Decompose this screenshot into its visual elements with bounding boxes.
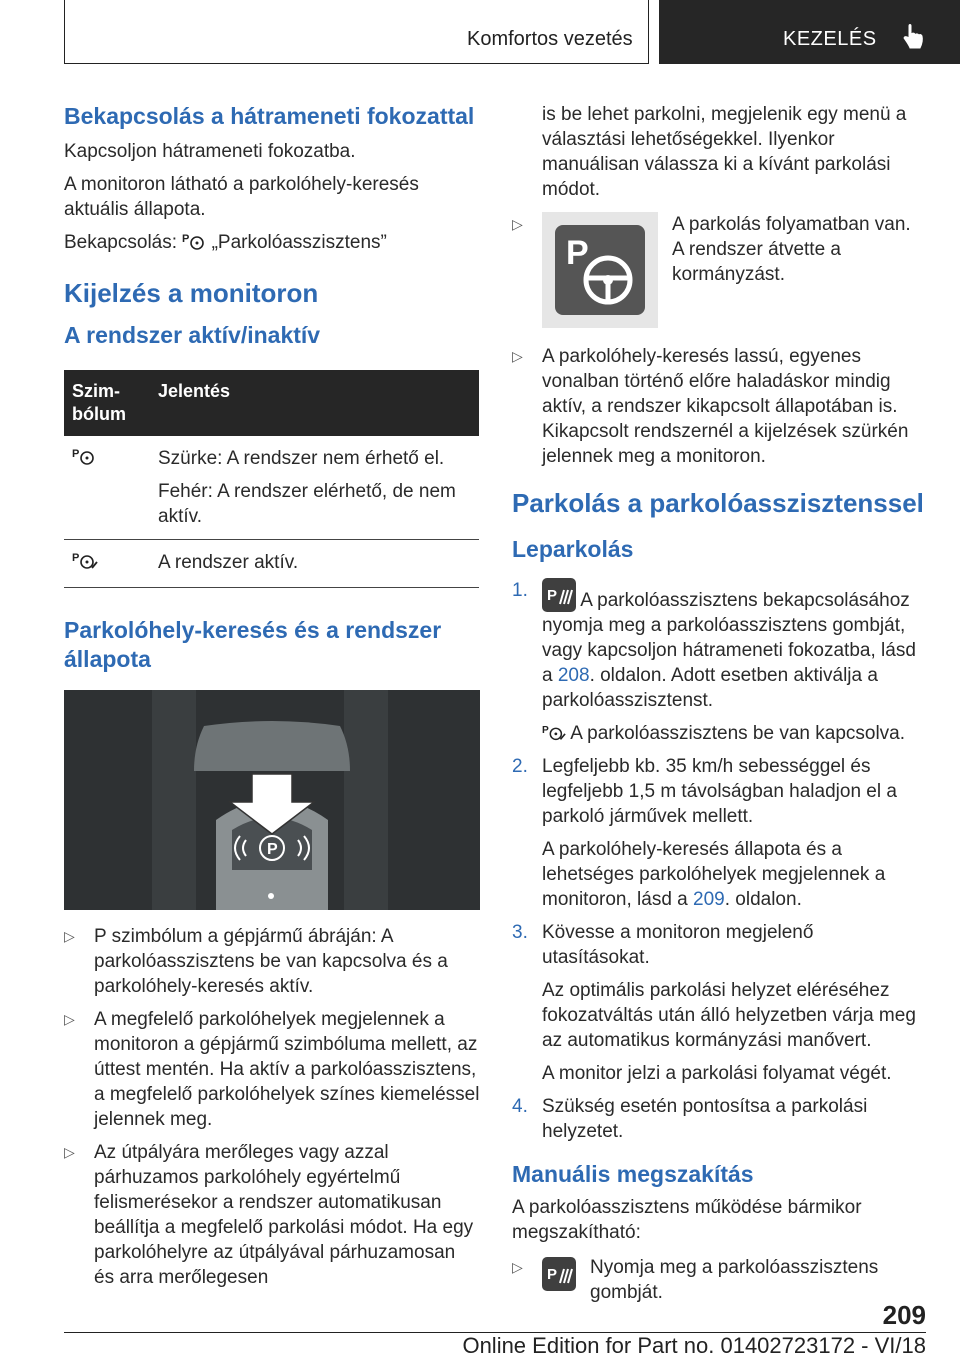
para-reverse-2: A monitoron látható a parkolóhely-keresés aktuális állapota. <box>64 174 419 220</box>
svg-text:P: P <box>566 234 589 272</box>
parking-assist-button-icon <box>542 578 576 612</box>
step3-sub2: A monitor jelzi a parkolási folyamat végét. <box>542 1063 892 1084</box>
table-row <box>64 436 479 540</box>
left-column <box>64 102 480 1290</box>
triangle-bullet-icon: ▷ <box>512 348 523 364</box>
para-reverse-1: Kapcsoljon hátrameneti fokozatba. <box>64 141 356 162</box>
car-parking-icon <box>64 690 480 910</box>
parking-assist-active-icon <box>542 722 566 742</box>
svg-text:P: P <box>547 1266 558 1283</box>
edition-footer: Online Edition for Part no. 01402723172 - VI/18 <box>462 1333 926 1358</box>
list-item: 2. Legfeljebb kb. 35 km/h sebességgel és legfeljebb 1,5 m távolságban haladjon el a parkoló járművek mellett. <box>512 756 897 827</box>
heading-display: Kijelzés a monitoron <box>64 278 319 308</box>
svg-text:P: P <box>72 448 80 460</box>
triangle-bullet-icon: ▷ <box>512 1259 523 1275</box>
row2-active: A rendszer aktív. <box>150 540 479 588</box>
parking-assist-icon <box>182 231 206 251</box>
list-item: ▷ A megfelelő parkolóhelyek megjelennek a monitoron a gépjármű szimbóluma mellett, az úttest mentén. Ha aktív a parkolóasszisztens, a megfelelő parkolóhelyek színes kiemeléssel jelennek meg. <box>64 1009 480 1130</box>
list-item: ▷ Az útpályára merőleges vagy azzal párhuzamos parkolóhely egyértelmű felismerésekor a rendszer automatikusan beállítja a megfelelő parkolási módot. Ha egy parkolóhelyre az útpályával párhuzamosan és arra merőlegesen <box>64 1142 474 1288</box>
list-item: ▷ P Nyomja meg a parkolóasszisztens gombját. <box>512 1257 879 1303</box>
parking-assist-icon <box>72 446 96 466</box>
step2-sub: A parkolóhely-keresés állapota és a lehetséges parkolóhelyek megjelennek a monitoron, lásd a 209. oldalon. <box>542 839 886 910</box>
svg-text:P: P <box>267 841 278 858</box>
continued-text: is be lehet parkolni, megjelenik egy menü a választási lehetőségekkel. Ilyenkor manuálisan válassza ki a kívánt parkolási módot. <box>542 104 907 200</box>
step1-sub: P A parkolóasszisztens be van kapcsolva. <box>542 723 906 744</box>
parking-assist-button-icon <box>542 1257 576 1291</box>
right-column <box>512 102 926 1305</box>
row1-white: Fehér: A rendszer elérhető, de nem aktív. <box>158 481 456 527</box>
header-section-title: Komfortos vezetés <box>467 28 633 50</box>
heading-parking-search: Parkolóhely-keresés és a rendszer állapota <box>64 617 442 672</box>
list-item: ▷ P szimbólum a gépjármű ábráján: A parkolóasszisztens be van kapcsolva és a parkolóhely-keresés aktív. <box>64 926 448 997</box>
triangle-bullet-icon: ▷ <box>64 1144 75 1160</box>
parking-assist-active-icon <box>72 550 98 570</box>
list-item: 4. Szükség esetén pontosítsa a parkolási helyzetet. <box>512 1096 868 1142</box>
page-number: 209 <box>882 1300 926 1330</box>
table-header-symbol: Szim-bólum <box>64 370 150 436</box>
status-bullets <box>64 924 480 1290</box>
step3-sub1: Az optimális parkolási helyzet eléréséhez fokozatváltás után álló helyzetben várja meg az automatikus kormányzási manővert. <box>542 980 916 1051</box>
header-chapter-tab <box>659 0 960 64</box>
heading-active-inactive: A rendszer aktív/inaktív <box>64 322 321 348</box>
list-item: ▷ A parkolóhely-keresés lassú, egyenes vonalban történő előre haladáskor mindig aktív, a rendszer kikapcsolt állapotában is. Kikapcsolt rendszernél a kijelzések szürkén jelennek meg a monitoron. <box>512 346 909 467</box>
triangle-bullet-icon: ▷ <box>512 216 523 232</box>
activation-label: Bekapcsolás: <box>64 232 178 253</box>
table-header-meaning: Jelentés <box>150 370 479 436</box>
list-item: 3. Kövesse a monitoron megjelenő utasításokat. <box>512 922 814 968</box>
heading-manual-cancel: Manuális megszakítás <box>512 1161 754 1187</box>
list-item <box>512 212 926 332</box>
symbol-table <box>64 370 479 588</box>
table-row <box>64 540 479 588</box>
svg-text:P: P <box>182 233 190 245</box>
triangle-bullet-icon: ▷ <box>64 928 75 944</box>
activation-value: „Parkolóasszisztens” <box>211 232 387 253</box>
para-manual: A parkolóasszisztens működése bármikor megszakítható: <box>512 1197 862 1243</box>
svg-text:P: P <box>72 552 80 564</box>
list-item: 1. P A parkolóasszisztens bekapcsolásához nyomja meg a parkolóasszisztens gombját, vagy kapcsoljon hátrameneti fokozatba, lásd a 208. oldalon. Adott esetben aktiválja a parkolóasszisztenst. <box>512 580 916 711</box>
parking-in-progress-icon <box>542 212 658 328</box>
row1-grey: Szürke: A rendszer nem érhető el. <box>158 448 445 469</box>
page-link-208[interactable]: 208 <box>557 665 590 686</box>
hand-icon <box>901 24 925 52</box>
svg-text:P: P <box>542 724 549 736</box>
header-chapter-label: KEZELÉS <box>783 28 877 50</box>
in-progress-text: A parkolás folyamatban van. A rendszer átvette a kormányzást. <box>672 214 911 285</box>
heading-parking-assistant: Parkolás a parkolóasszisztenssel <box>512 488 924 518</box>
heading-park-out: Leparkolás <box>512 536 634 562</box>
svg-text:P: P <box>547 587 558 604</box>
page-link-209[interactable]: 209 <box>693 889 725 910</box>
triangle-bullet-icon: ▷ <box>64 1011 75 1027</box>
para-activation <box>64 230 480 255</box>
heading-reverse: Bekapcsolás a hátrameneti fokozattal <box>64 103 475 129</box>
